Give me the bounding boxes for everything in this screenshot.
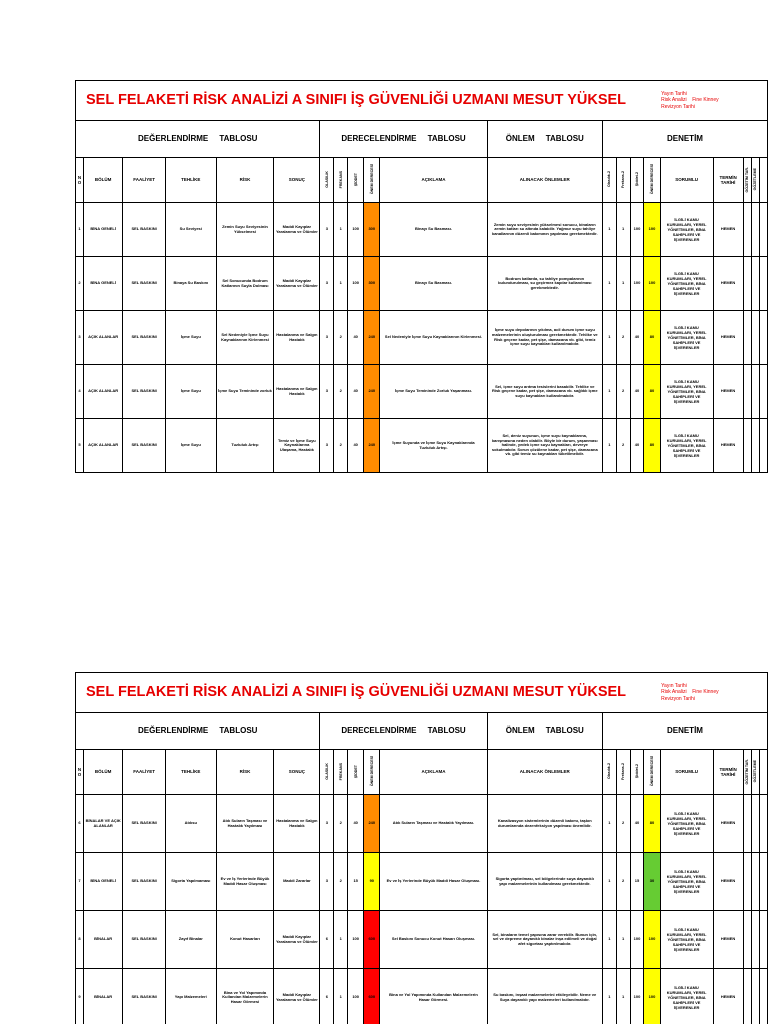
cell-alinacak-onlemler: Sel, deniz suyunun, içme suyu kaynaklarına, karışmasına neden olabilir. Böyle bir durum, yaşanması halinde, yedek içme suyu kaynakları, devreye sokulmalıdır. Sorun çözülene kadar, pet şişe, damacana vb. gibi temiz su kaynakları tüketilmelidir.	[487, 419, 602, 473]
cell-empty	[759, 419, 767, 473]
cell-frekans: 1	[334, 203, 348, 257]
header-gozetleme: GÖZETLEME	[751, 158, 759, 203]
cell-no: 5	[76, 419, 84, 473]
header-onem-derecesi-2: ÖNEM DERECESİ	[644, 158, 660, 203]
cell-onem-derecesi: 240	[364, 311, 380, 365]
cell-tehlike: İçme Suyu	[165, 419, 216, 473]
header-siddet: ŞİDDET	[348, 750, 364, 795]
section-onlem: ÖNLEM TABLOSU	[487, 121, 602, 158]
section-degerlendirme: DEĞERLENDİRME TABLOSU	[76, 713, 320, 750]
cell-tehlike: İçme Suyu	[165, 365, 216, 419]
cell-sonuc: Hastalanma ve Salgın Hastalık	[274, 365, 320, 419]
header-frekans: FREKANS	[334, 158, 348, 203]
cell-onem-derecesi: 90	[364, 853, 380, 911]
header-onem-derecesi-2: ÖNEM DERECESİ	[644, 750, 660, 795]
meta-method: Risk Analizi Fine Kinney	[661, 689, 719, 696]
cell-frekans-2: 1	[616, 203, 630, 257]
cell-olasilik: 3	[320, 203, 334, 257]
cell-gozetim	[743, 911, 751, 969]
cell-gozetim	[743, 853, 751, 911]
header-frekans-2: Frekans-2	[616, 158, 630, 203]
cell-frekans: 1	[334, 257, 348, 311]
cell-risk: Bina ve Yol Yapımında Kullanılan Malzemelerin Hasar Görmesi	[216, 969, 274, 1024]
cell-sonuc: Maddi Kayıplar Yaralanma ve Ölümler	[274, 257, 320, 311]
cell-gozetim	[743, 203, 751, 257]
cell-frekans: 2	[334, 853, 348, 911]
cell-siddet: 100	[348, 257, 364, 311]
cell-olasilik: 3	[320, 419, 334, 473]
cell-tehlike: İçme Suyu	[165, 311, 216, 365]
risk-table-sheet-1	[75, 80, 768, 473]
cell-aciklama: Sel Nedeniyle İçme Suyu Kaynaklarının Kirlenmesi.	[380, 311, 487, 365]
header-siddet: ŞİDDET	[348, 158, 364, 203]
cell-aciklama: Bina ve Yol Yapımında Kullanılan Malzemelerin Hasar Görmesi.	[380, 969, 487, 1024]
cell-onem-derecesi: 240	[364, 365, 380, 419]
cell-olasilik: 3	[320, 795, 334, 853]
cell-bolum: BİNALAR	[84, 969, 123, 1024]
cell-frekans: 2	[334, 311, 348, 365]
meta-revision-date: Revizyon Tarihi	[661, 695, 695, 702]
header-frekans: FREKANS	[334, 750, 348, 795]
header-alinacak-onlemler: ALINACAK ÖNLEMLER	[487, 158, 602, 203]
risk-table	[75, 80, 768, 473]
header-olasilik-2: Olasılık-2	[602, 158, 616, 203]
cell-olasilik-2: 1	[602, 365, 616, 419]
cell-siddet-2: 15	[630, 853, 644, 911]
cell-tehlike: Su Seviyesi	[165, 203, 216, 257]
header-risk: RİSK	[216, 158, 274, 203]
cell-sonuc: Maddi Kayıplar Yaralanma ve Ölümler	[274, 203, 320, 257]
cell-aciklama: Binayı Su Basması.	[380, 257, 487, 311]
cell-risk: İçme Suyu Temininde zorluk	[216, 365, 274, 419]
cell-aciklama: İçme Suyu Temininde Zorluk Yaşanması.	[380, 365, 487, 419]
cell-siddet-2: 100	[630, 911, 644, 969]
cell-gozetleme	[751, 365, 759, 419]
cell-siddet-2: 100	[630, 203, 644, 257]
cell-siddet: 100	[348, 911, 364, 969]
cell-no: 8	[76, 911, 84, 969]
cell-gozetleme	[751, 969, 759, 1024]
document-title: SEL FELAKETİ RİSK ANALİZİ A SINIFI İŞ GÜVENLİĞİ UZMANI MESUT YÜKSEL	[76, 673, 661, 713]
cell-frekans-2: 1	[616, 911, 630, 969]
cell-onem-derecesi: 240	[364, 419, 380, 473]
cell-faaliyet: SEL BASKINI	[123, 795, 166, 853]
header-bolum: BÖLÜM	[84, 158, 123, 203]
cell-onem-derecesi: 600	[364, 969, 380, 1024]
cell-termin-tarihi: HEMEN	[713, 203, 743, 257]
cell-bolum: BİNALAR	[84, 911, 123, 969]
cell-bolum: BİNA GENELİ	[84, 203, 123, 257]
cell-sorumlu: İLGİLİ KAMU KURUMLARI, YEREL YÖNETİMLER, BİNA SAHİPLERİ VE İŞVERENLER	[660, 311, 713, 365]
cell-frekans: 1	[334, 911, 348, 969]
cell-siddet-2: 100	[630, 969, 644, 1024]
cell-risk: Zemin Suyu Seviyesinin Yükselmesi	[216, 203, 274, 257]
cell-sorumlu: İLGİLİ KAMU KURUMLARI, YEREL YÖNETİMLER, BİNA SAHİPLERİ VE İŞVERENLER	[660, 203, 713, 257]
cell-tehlike: Yapı Malzemeleri	[165, 969, 216, 1024]
cell-risk: Tuzluluk Artışı	[216, 419, 274, 473]
header-sorumlu: SORUMLU	[660, 750, 713, 795]
cell-risk: Ev ve İş Yerlerinde Büyük Maddi Hasar Oluşması	[216, 853, 274, 911]
meta-publish-date: Yayın Tarihi	[661, 90, 687, 97]
cell-aciklama: Binayı Su Basması.	[380, 203, 487, 257]
cell-siddet-2: 40	[630, 419, 644, 473]
cell-sorumlu: İLGİLİ KAMU KURUMLARI, YEREL YÖNETİMLER, BİNA SAHİPLERİ VE İŞVERENLER	[660, 911, 713, 969]
cell-gozetleme	[751, 419, 759, 473]
cell-sonuc: Temiz ve İçme Suyu Kaynaklarına Ulaşama, Hastalık	[274, 419, 320, 473]
cell-faaliyet: SEL BASKINI	[123, 853, 166, 911]
cell-frekans-2: 2	[616, 795, 630, 853]
cell-tehlike: Binaya Su Baskını	[165, 257, 216, 311]
cell-siddet-2: 40	[630, 311, 644, 365]
cell-siddet-2: 100	[630, 257, 644, 311]
cell-faaliyet: SEL BASKINI	[123, 311, 166, 365]
cell-alinacak-onlemler: Sel, binaların temel yapısına zarar verebilir. Bunun için, sel ve depreme dayanıklı binalar inşa edilmeli ve doğal afet sigortası yaptırılmalıdır.	[487, 911, 602, 969]
cell-faaliyet: SEL BASKINI	[123, 911, 166, 969]
cell-sonuc: Maddi Kayıplar Yaralanma ve Ölümler	[274, 969, 320, 1024]
header-onem-derecesi: ÖNEM DERECESİ	[364, 158, 380, 203]
header-risk: RİSK	[216, 750, 274, 795]
cell-alinacak-onlemler: İçme suyu depolarının yıkılma, acil durum içme suyu malzemelerinin oluşturulması gerekmektedir. Tehlike ve Risk geçene kadar, pet şişe, damacana vb. gibi, temiz içme suyu kaynakları kullanılmalıdır.	[487, 311, 602, 365]
cell-risk: Konut Hasarları	[216, 911, 274, 969]
header-sorumlu: SORUMLU	[660, 158, 713, 203]
header-bolum: BÖLÜM	[84, 750, 123, 795]
cell-tehlike: Sigorta Yapılmaması	[165, 853, 216, 911]
header-sonuc: SONUÇ	[274, 158, 320, 203]
cell-onem-derecesi-2: 80	[644, 419, 660, 473]
risk-table	[75, 672, 768, 1024]
meta-publish-date: Yayın Tarihi	[661, 682, 687, 689]
cell-frekans-2: 2	[616, 853, 630, 911]
header-onem-derecesi: ÖNEM DERECESİ	[364, 750, 380, 795]
cell-olasilik-2: 1	[602, 911, 616, 969]
cell-frekans-2: 1	[616, 969, 630, 1024]
cell-aciklama: İçme Suyunda ve İçme Suyu Kaynaklarında Tuzluluk Artışı.	[380, 419, 487, 473]
cell-tehlike: Atıksu	[165, 795, 216, 853]
table-row	[76, 911, 768, 969]
cell-faaliyet: SEL BASKINI	[123, 257, 166, 311]
cell-no: 9	[76, 969, 84, 1024]
cell-bolum: BİNA GENELİ	[84, 853, 123, 911]
cell-alinacak-onlemler: Bodrum katlarda, su tahliye pompalarının bulundurulması, su geçirmez kapılar kullanılması gerekmektedir.	[487, 257, 602, 311]
section-denetim: DENETİM	[602, 713, 767, 750]
cell-gozetim	[743, 311, 751, 365]
cell-sorumlu: İLGİLİ KAMU KURUMLARI, YEREL YÖNETİMLER, BİNA SAHİPLERİ VE İŞVERENLER	[660, 969, 713, 1024]
header-gozetim-tarihi: GÖZETİM TAR.	[743, 750, 751, 795]
cell-termin-tarihi: HEMEN	[713, 257, 743, 311]
cell-termin-tarihi: HEMEN	[713, 419, 743, 473]
cell-termin-tarihi: HEMEN	[713, 911, 743, 969]
cell-gozetim	[743, 419, 751, 473]
cell-siddet: 40	[348, 795, 364, 853]
cell-risk: Sel Nedeniyle İçme Suyu Kaynaklarının Kirlenmesi	[216, 311, 274, 365]
cell-olasilik-2: 1	[602, 795, 616, 853]
cell-siddet: 100	[348, 969, 364, 1024]
cell-olasilik: 6	[320, 911, 334, 969]
cell-gozetleme	[751, 853, 759, 911]
header-tehlike: TEHLİKE	[165, 750, 216, 795]
cell-bolum: AÇIK ALANLAR	[84, 311, 123, 365]
section-degerlendirme: DEĞERLENDİRME TABLOSU	[76, 121, 320, 158]
header-siddet-2: Şiddet-2	[630, 158, 644, 203]
cell-aciklama: Ev ve İş Yerlerinde Büyük Maddi Hasar Oluşması.	[380, 853, 487, 911]
header-alinacak-onlemler: ALINACAK ÖNLEMLER	[487, 750, 602, 795]
cell-olasilik-2: 1	[602, 853, 616, 911]
cell-olasilik: 3	[320, 311, 334, 365]
cell-no: 6	[76, 795, 84, 853]
cell-no: 4	[76, 365, 84, 419]
cell-onem-derecesi-2: 80	[644, 365, 660, 419]
cell-empty	[759, 203, 767, 257]
cell-bolum: AÇIK ALANLAR	[84, 365, 123, 419]
cell-sorumlu: İLGİLİ KAMU KURUMLARI, YEREL YÖNETİMLER, BİNA SAHİPLERİ VE İŞVERENLER	[660, 419, 713, 473]
cell-empty	[759, 795, 767, 853]
cell-faaliyet: SEL BASKINI	[123, 365, 166, 419]
section-denetim: DENETİM	[602, 121, 767, 158]
table-row	[76, 203, 768, 257]
cell-no: 7	[76, 853, 84, 911]
cell-bolum: BİNA GENELİ	[84, 257, 123, 311]
cell-onem-derecesi-2: 80	[644, 795, 660, 853]
cell-olasilik: 3	[320, 257, 334, 311]
cell-onem-derecesi-2: 100	[644, 911, 660, 969]
cell-siddet-2: 40	[630, 795, 644, 853]
cell-empty	[759, 311, 767, 365]
table-row	[76, 969, 768, 1024]
cell-sorumlu: İLGİLİ KAMU KURUMLARI, YEREL YÖNETİMLER, BİNA SAHİPLERİ VE İŞVERENLER	[660, 365, 713, 419]
table-row	[76, 365, 768, 419]
cell-faaliyet: SEL BASKINI	[123, 203, 166, 257]
header-siddet-2: Şiddet-2	[630, 750, 644, 795]
header-no: NO	[76, 750, 84, 795]
table-row	[76, 853, 768, 911]
section-derecelendirme: DERECELENDİRME TABLOSU	[320, 713, 487, 750]
cell-frekans: 2	[334, 419, 348, 473]
header-faaliyet: FAALİYET	[123, 750, 166, 795]
cell-bolum: BİNALAR VE AÇIK ALANLAR	[84, 795, 123, 853]
cell-no: 3	[76, 311, 84, 365]
document-meta	[660, 81, 767, 121]
cell-frekans: 1	[334, 969, 348, 1024]
cell-bolum: AÇIK ALANLAR	[84, 419, 123, 473]
header-empty	[759, 158, 767, 203]
cell-gozetleme	[751, 203, 759, 257]
cell-sorumlu: İLGİLİ KAMU KURUMLARI, YEREL YÖNETİMLER, BİNA SAHİPLERİ VE İŞVERENLER	[660, 257, 713, 311]
cell-onem-derecesi: 300	[364, 257, 380, 311]
cell-gozetleme	[751, 911, 759, 969]
cell-faaliyet: SEL BASKINI	[123, 419, 166, 473]
cell-aciklama: Atık Suların Taşması ve Hastalık Yayılması.	[380, 795, 487, 853]
table-row	[76, 257, 768, 311]
header-empty	[759, 750, 767, 795]
cell-olasilik-2: 1	[602, 419, 616, 473]
cell-gozetleme	[751, 311, 759, 365]
meta-method: Risk Analizi Fine Kinney	[661, 97, 719, 104]
cell-empty	[759, 969, 767, 1024]
cell-olasilik: 3	[320, 365, 334, 419]
cell-sorumlu: İLGİLİ KAMU KURUMLARI, YEREL YÖNETİMLER, BİNA SAHİPLERİ VE İŞVERENLER	[660, 795, 713, 853]
cell-termin-tarihi: HEMEN	[713, 853, 743, 911]
header-olasilik-2: Olasılık-2	[602, 750, 616, 795]
header-olasilik: OLASILIK	[320, 158, 334, 203]
cell-faaliyet: SEL BASKINI	[123, 969, 166, 1024]
table-row	[76, 795, 768, 853]
cell-no: 1	[76, 203, 84, 257]
cell-sorumlu: İLGİLİ KAMU KURUMLARI, YEREL YÖNETİMLER, BİNA SAHİPLERİ VE İŞVERENLER	[660, 853, 713, 911]
cell-empty	[759, 365, 767, 419]
cell-sonuc: Maddi Zararlar	[274, 853, 320, 911]
cell-onem-derecesi-2: 100	[644, 257, 660, 311]
cell-onem-derecesi: 300	[364, 203, 380, 257]
header-sonuc: SONUÇ	[274, 750, 320, 795]
cell-olasilik-2: 1	[602, 257, 616, 311]
header-olasilik: OLASILIK	[320, 750, 334, 795]
header-termin-tarihi: TERMİN TARİHİ	[713, 158, 743, 203]
cell-gozetleme	[751, 257, 759, 311]
cell-termin-tarihi: HEMEN	[713, 795, 743, 853]
cell-siddet: 100	[348, 203, 364, 257]
section-onlem: ÖNLEM TABLOSU	[487, 713, 602, 750]
document-meta	[660, 673, 767, 713]
cell-frekans-2: 2	[616, 419, 630, 473]
cell-alinacak-onlemler: Zemin suyu seviyesinin yükselmesi sonucu, binaların zemin katları su altında kalabilir. Yağmur suyu tahliye kanallarının düzenli bakımının yapılması gerekmektedir.	[487, 203, 602, 257]
meta-revision-date: Revizyon Tarihi	[661, 103, 695, 110]
cell-risk: Atık Suların Taşması ve Hastalık Yayılması	[216, 795, 274, 853]
cell-empty	[759, 853, 767, 911]
cell-siddet: 40	[348, 365, 364, 419]
header-aciklama: AÇIKLAMA	[380, 158, 487, 203]
cell-frekans-2: 2	[616, 365, 630, 419]
cell-onem-derecesi-2: 100	[644, 203, 660, 257]
cell-siddet: 15	[348, 853, 364, 911]
cell-siddet: 40	[348, 419, 364, 473]
cell-siddet: 40	[348, 311, 364, 365]
cell-olasilik-2: 1	[602, 311, 616, 365]
cell-gozetim	[743, 365, 751, 419]
cell-no: 2	[76, 257, 84, 311]
table-row	[76, 419, 768, 473]
risk-table-sheet-2	[75, 672, 768, 1024]
header-frekans-2: Frekans-2	[616, 750, 630, 795]
header-gozetim-tarihi: GÖZETİM TAR.	[743, 158, 751, 203]
cell-onem-derecesi: 600	[364, 911, 380, 969]
cell-sonuc: Hastalanma ve Salgın Hastalık	[274, 311, 320, 365]
header-tehlike: TEHLİKE	[165, 158, 216, 203]
cell-termin-tarihi: HEMEN	[713, 311, 743, 365]
cell-risk: Sel Sonucunda Bodrum Katlarının Suyla Dolması	[216, 257, 274, 311]
cell-gozetim	[743, 969, 751, 1024]
cell-empty	[759, 257, 767, 311]
header-gozetleme: GÖZETLEME	[751, 750, 759, 795]
cell-sonuc: Maddi Kayıplar Yaralanma ve Ölümler	[274, 911, 320, 969]
cell-olasilik-2: 1	[602, 203, 616, 257]
cell-gozetleme	[751, 795, 759, 853]
cell-frekans: 2	[334, 795, 348, 853]
table-row	[76, 311, 768, 365]
cell-frekans-2: 2	[616, 311, 630, 365]
cell-gozetim	[743, 795, 751, 853]
document-title: SEL FELAKETİ RİSK ANALİZİ A SINIFI İŞ GÜVENLİĞİ UZMANI MESUT YÜKSEL	[76, 81, 661, 121]
header-termin-tarihi: TERMİN TARİHİ	[713, 750, 743, 795]
cell-frekans-2: 1	[616, 257, 630, 311]
section-derecelendirme: DERECELENDİRME TABLOSU	[320, 121, 487, 158]
cell-gozetim	[743, 257, 751, 311]
cell-alinacak-onlemler: Su baskını, inşaat malzemelerini etkileyebilir. Neme ve Suya dayanıklı yapı malzemeleri kullanılmalıdır.	[487, 969, 602, 1024]
cell-alinacak-onlemler: Sel, içme suyu arıtma tesislerini basabilir. Tehlike ve Risk geçene kadar, pet şişe, damacana vb. sağlıklı içme suyu kaynakları kullanılmalıdır.	[487, 365, 602, 419]
cell-frekans: 2	[334, 365, 348, 419]
cell-termin-tarihi: HEMEN	[713, 969, 743, 1024]
cell-aciklama: Sel Baskını Sonucu Konut Hasarı Oluşması.	[380, 911, 487, 969]
cell-sonuc: Hastalanma ve Salgın Hastalık	[274, 795, 320, 853]
cell-empty	[759, 911, 767, 969]
header-aciklama: AÇIKLAMA	[380, 750, 487, 795]
cell-onem-derecesi-2: 100	[644, 969, 660, 1024]
cell-onem-derecesi: 240	[364, 795, 380, 853]
cell-alinacak-onlemler: Kanalizasyon sistemlerinin düzenli bakımı, taşkın durumlarında dezenfeksiyon yapılması önemlidir.	[487, 795, 602, 853]
cell-onem-derecesi-2: 30	[644, 853, 660, 911]
cell-olasilik: 6	[320, 969, 334, 1024]
header-faaliyet: FAALİYET	[123, 158, 166, 203]
cell-siddet-2: 40	[630, 365, 644, 419]
cell-termin-tarihi: HEMEN	[713, 365, 743, 419]
header-no: NO	[76, 158, 84, 203]
cell-olasilik: 3	[320, 853, 334, 911]
cell-alinacak-onlemler: Sigorta yaptırılması, sel bölgelerinde suya dayanıklı yapı malzemelerinin kullanılması gerekmektedir.	[487, 853, 602, 911]
cell-olasilik-2: 1	[602, 969, 616, 1024]
cell-onem-derecesi-2: 80	[644, 311, 660, 365]
cell-tehlike: Zayıf Binalar	[165, 911, 216, 969]
